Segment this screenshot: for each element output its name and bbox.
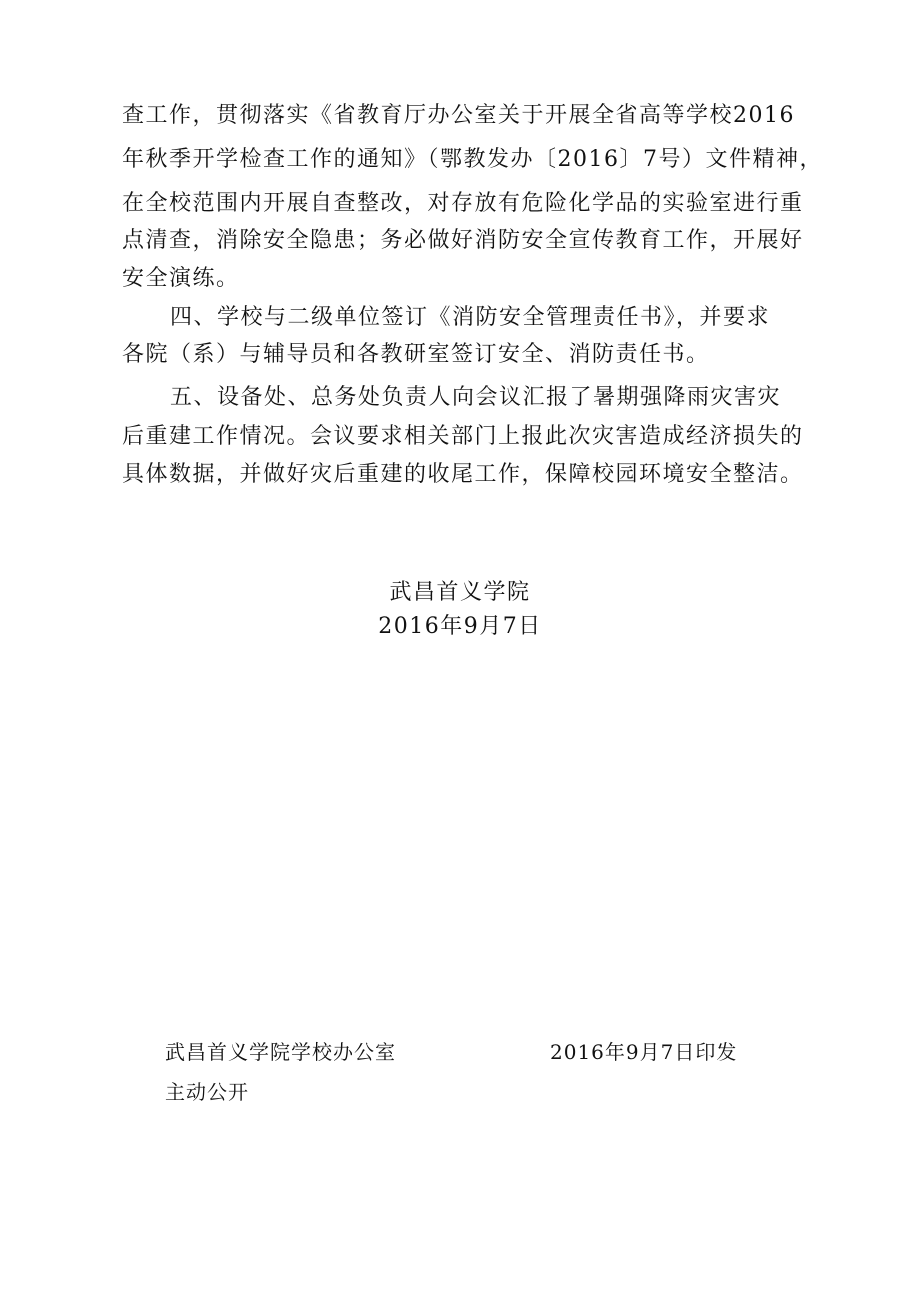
body-paragraph-5-line-2: 后重建工作情况。会议要求相关部门上报此次灾害造成经济损失的 bbox=[122, 424, 804, 449]
body-paragraph-4-line-2: 各院（系）与辅导员和各教研室签订安全、消防责任书。 bbox=[122, 342, 710, 367]
body-paragraph-3-line-1: 查工作，贯彻落实《省教育厅办公室关于开展全省高等学校2016 bbox=[122, 103, 795, 128]
signature-org: 武昌首义学院 bbox=[389, 580, 531, 605]
body-paragraph-3-line-5: 安全演练。 bbox=[122, 266, 240, 291]
signature-date: 2016年9月7日 bbox=[378, 614, 542, 639]
footer-disclosure: 主动公开 bbox=[165, 1080, 249, 1104]
body-paragraph-5-line-3: 具体数据，并做好灾后重建的收尾工作，保障校园环境安全整洁。 bbox=[122, 462, 804, 487]
body-paragraph-3-line-4: 点清查，消除安全隐患；务必做好消防安全宣传教育工作，开展好 bbox=[122, 228, 804, 253]
footer-issue-date: 2016年9月7日印发 bbox=[550, 1040, 738, 1064]
body-paragraph-5-line-1: 五、设备处、总务处负责人向会议汇报了暑期强降雨灾害灾 bbox=[170, 385, 782, 410]
body-paragraph-3-line-3: 在全校范围内开展自查整改，对存放有危险化学品的实验室进行重 bbox=[122, 191, 804, 216]
body-paragraph-3-line-2: 年秋季开学检查工作的通知》（鄂教发办〔2016〕7号）文件精神， bbox=[122, 147, 823, 172]
body-paragraph-4-line-1: 四、学校与二级单位签订《消防安全管理责任书》，并要求 bbox=[170, 305, 771, 330]
footer-issuer: 武昌首义学院学校办公室 bbox=[165, 1040, 396, 1064]
